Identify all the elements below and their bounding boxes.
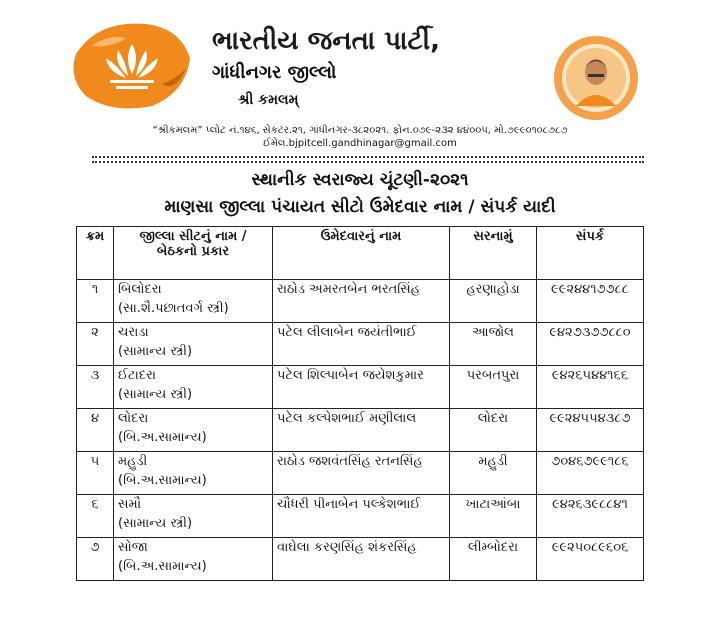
col-header-seat-line1: જીલ્લા સીટનું નામ / [139,229,247,244]
seat-type: (બિ.અ.સામાન્ય) [118,473,207,488]
seat-cell [114,323,273,366]
table-row [77,409,644,452]
table-row [77,538,644,581]
table-row [77,495,644,538]
seat-cell [114,538,273,581]
seat-name: સમૌ [118,497,142,512]
candidate-address: હરણાહોડા [450,280,537,323]
col-header-candidate: ઉમેદવારનું નામ [273,227,450,280]
email-line: ઈમેલ.bjpitcell.gandhinagar@gmail.com [263,138,457,149]
address-line: “શ્રીકમલમ” પ્લોટ નં.૧૪૬, સેકટર.૨૧, ગાંધીનગર-૩૮૨૦૨૧. ફોન.૦૭૯-૨૩૨ ૪૪૦૦૫, મો.૭૯૯૦૧૦૮૭૮૭ [152,125,568,136]
row-num: ૬ [77,495,114,538]
candidate-contact: ૯૪૨૬૫૪૪૧૬૬ [537,366,644,409]
candidate-contact: ૯૪૨૬૩૯૮૮૪૧ [537,495,644,538]
office-name: શ્રી કમલમ્ [238,92,299,108]
candidate-address: આજોલ [450,323,537,366]
row-num: ૪ [77,409,114,452]
candidate-contact: ૯૯૨૫૦૮૯૬૦૬ [537,538,644,581]
candidate-contact: ૯૯૨૪૪૧૭૭૮૮ [537,280,644,323]
seat-name: મહુડી [118,454,148,469]
seat-cell [114,495,273,538]
seat-type: (સામાન્ય સ્ત્રી) [118,387,193,402]
col-header-contact: સંપર્ક [537,227,644,280]
col-header-address: સરનામું [450,227,537,280]
col-header-seat [114,227,273,280]
table-row [77,323,644,366]
seat-type: (બિ.અ.સામાન્ય) [118,559,207,574]
candidate-name: પટેલ કલ્પેશભાઈ મણીલાલ [273,409,450,452]
col-header-num: ક્રમ [77,227,114,280]
seat-name: સોજા [118,540,148,555]
row-num: ૭ [77,538,114,581]
bjp-lotus-logo [68,14,196,114]
seat-cell [114,280,273,323]
district-name: ગાંધીનગર જીલ્લો [212,62,337,83]
document-title: સ્થાનીક સ્વરાજ્ય ચૂંટણી-૨૦૨૧ [251,170,469,190]
table-row [77,366,644,409]
candidate-name: રાઠોડ જશવંતસિંહ રતનસિંહ [273,452,450,495]
seat-name: બિલોદરા [118,282,162,297]
seat-type: (સા.શૈ.પછાતવર્ગ સ્ત્રી) [118,301,229,316]
seat-cell [114,452,273,495]
candidate-address: મહુડી [450,452,537,495]
candidate-address: લોદરા [450,409,537,452]
seat-type: (સામાન્ય સ્ત્રી) [118,344,193,359]
candidate-name: ચૌધરી પીનાબેન પલ્કેશભાઈ [273,495,450,538]
table-header-row [77,227,644,280]
candidate-name: વાઘેલા કરણસિંહ શંકરસિંહ [273,538,450,581]
candidate-address: ખાટાઆંબા [450,495,537,538]
table-row [77,452,644,495]
row-num: ૨ [77,323,114,366]
candidate-table [76,226,644,581]
candidate-name: પટેલ લીલાબેન જયંતીભાઈ [273,323,450,366]
row-num: ૫ [77,452,114,495]
document-subtitle: માણસા જીલ્લા પંચાયત સીટો ઉમેદવાર નામ / સંપર્ક યાદી [164,197,556,217]
header-divider [92,156,644,163]
party-name: ભારતીય જનતા પાર્ટી, [212,26,440,56]
candidate-name: પટેલ શિલ્પાબેન જયેશકુમાર [273,366,450,409]
leader-portrait-seal [552,34,640,122]
candidate-contact: ૯૯૨૪૫૫૪૩૮૭ [537,409,644,452]
seat-type: (સામાન્ય સ્ત્રી) [118,516,193,531]
candidate-contact: ૯૪૨૭૩૭૭૮૮૦ [537,323,644,366]
col-header-seat-line2: બેઠકનો પ્રકાર [156,244,230,259]
seat-name: ઈટાદરા [118,368,156,383]
candidate-contact: ૭૦૪૬૭૯૯૧૮૬ [537,452,644,495]
seat-name: લોદરા [118,411,149,426]
seat-cell [114,366,273,409]
table-row [77,280,644,323]
candidate-name: રાઠોડ અમરતબેન ભરતસિંહ [273,280,450,323]
row-num: ૧ [77,280,114,323]
candidate-address: લીમ્બોદરા [450,538,537,581]
row-num: ૩ [77,366,114,409]
seat-name: ચરાડા [118,325,149,340]
seat-type: (બિ.અ.સામાન્ય) [118,430,207,445]
candidate-address: પરબતપુરા [450,366,537,409]
seat-cell [114,409,273,452]
